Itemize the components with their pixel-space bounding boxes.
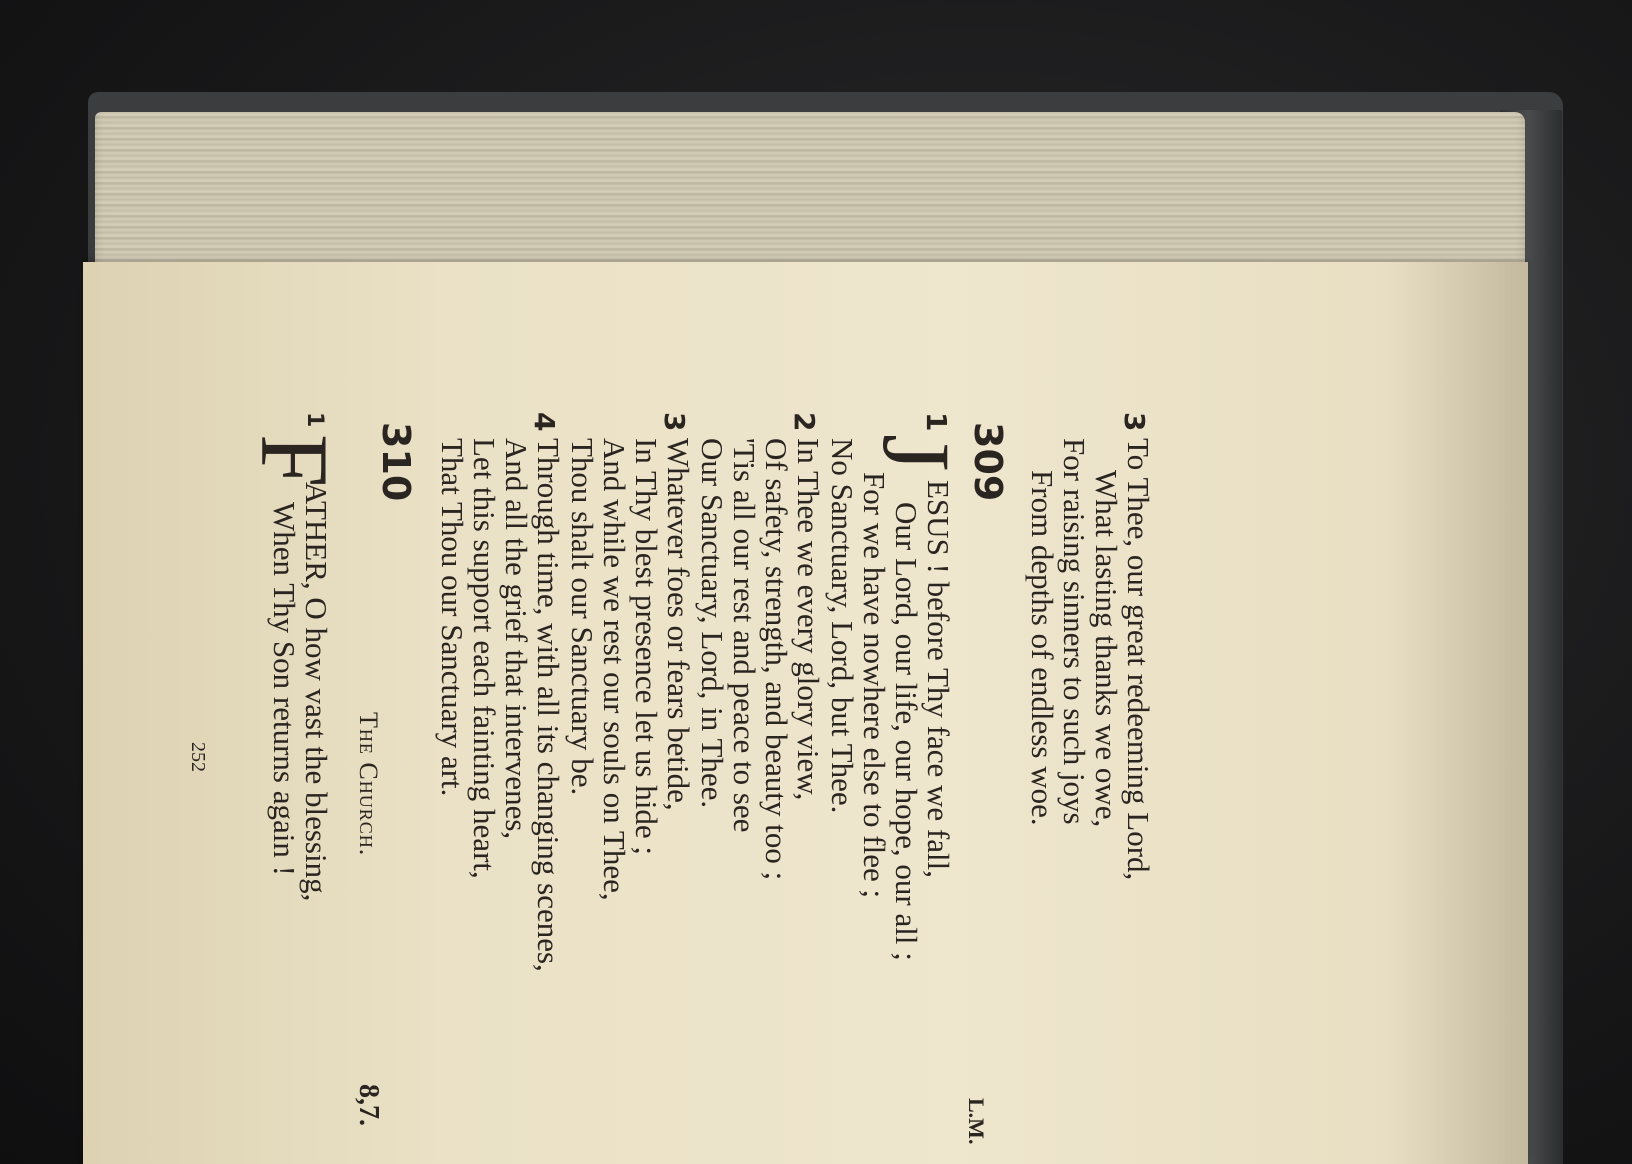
verse-number: 4 [528, 412, 561, 432]
page-number: 252 [187, 742, 209, 772]
verse-line: For we have nowhere else to flee ; [857, 472, 892, 899]
drop-cap: J [863, 434, 970, 472]
verse-line: Thou shalt our Sanctuary be. [565, 438, 600, 796]
verse-line: Let this support each fainting heart, [467, 438, 502, 879]
verse-line: And while we rest our souls on Thee, [597, 438, 632, 901]
verse-number: 3 [1118, 412, 1151, 432]
verse-number: 1 [920, 412, 953, 432]
verse-number: 2 [788, 412, 821, 432]
verse-line: ATHER, O how vast the blessing, [299, 482, 334, 902]
verse-line: Our Sanctuary, Lord, in Thee. [695, 438, 730, 809]
hymn-meter: 8,7. [353, 1084, 384, 1126]
verse-line: Through time, with all its changing scenes, [531, 438, 566, 972]
verse-line: No Sanctuary, Lord, but Thee. [825, 438, 860, 814]
verse-line: That Thou our Sanctuary art. [435, 438, 470, 797]
verse-line: ESUS ! before Thy face we fall, [921, 480, 956, 878]
section-heading: The Church. [354, 712, 383, 857]
verse-line: To Thee, our great redeeming Lord, [1121, 438, 1156, 881]
verse-line: In Thy blest presence let us hide ; [629, 438, 664, 855]
verse-number: 3 [658, 412, 691, 432]
verse-line: For raising sinners to such joys [1057, 438, 1092, 825]
hymn-number: 310 [374, 422, 418, 502]
hymn-number: 309 [966, 422, 1010, 502]
verse-line: 'Tis all our rest and peace to see [727, 438, 762, 833]
hymn-meter: L.M. [964, 1098, 989, 1145]
verse-line: What lasting thanks we owe, [1089, 470, 1124, 828]
verse-line: Our Lord, our life, our hope, our all ; [889, 502, 924, 961]
drop-cap: F [241, 434, 348, 488]
verse-line: From depths of endless woe. [1025, 470, 1060, 826]
hymn-text-block [50, 412, 1156, 1145]
verse-line: Whatever foes or fears betide, [661, 438, 696, 811]
verse-line: And all the grief that intervenes, [499, 438, 534, 840]
verse-line: In Thee we every glory view, [791, 438, 826, 801]
verse-line: Of safety, strength, and beauty too ; [759, 438, 794, 881]
verse-line: When Thy Son returns again ! [267, 502, 302, 876]
verse-number: 1 [302, 412, 327, 428]
page-gutter-shadow [1388, 262, 1528, 1164]
